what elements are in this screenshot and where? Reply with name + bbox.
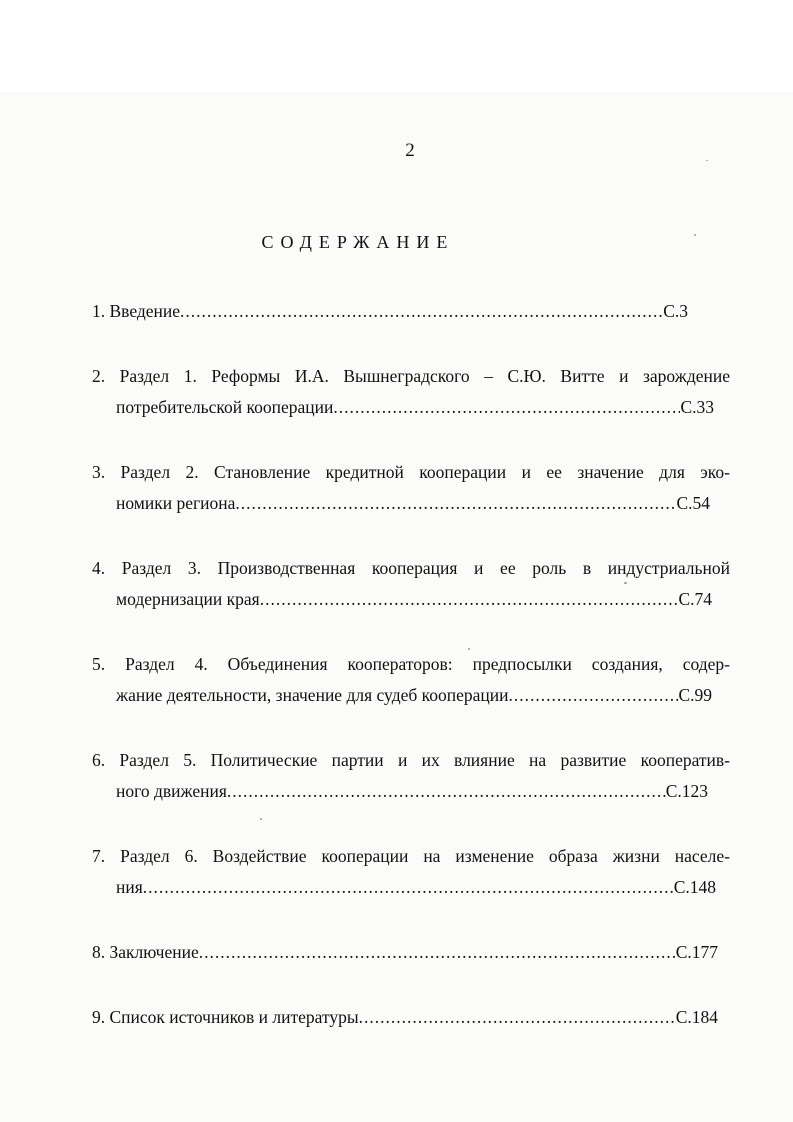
toc-entry-text: 5. Раздел 4. Объединения кооператоров: предпосылки создания, содер- <box>92 654 730 674</box>
toc-entry-text: 7. Раздел 6. Воздействие кооперации на изменение образа жизни населе- <box>92 846 730 866</box>
leader-dots <box>199 937 676 968</box>
toc-entry-text-cont: номики региона <box>116 493 236 513</box>
toc-entry-text: 9. Список источников и литературы <box>92 1007 359 1027</box>
toc-entry-introduction <box>92 296 688 327</box>
toc-page-ref: С.99 <box>678 685 712 705</box>
toc-page-ref: С.74 <box>678 589 712 609</box>
toc-page-ref: С.123 <box>665 781 708 801</box>
toc-page-ref: С.54 <box>676 493 710 513</box>
toc-page-ref: С.33 <box>680 397 714 417</box>
leader-dots <box>235 488 676 519</box>
toc-entry-text: 3. Раздел 2. Становление кредитной кооперации и ее значение для эко- <box>92 462 730 482</box>
scan-speck <box>706 160 708 161</box>
toc-entry-section-6 <box>92 841 730 903</box>
toc-entry-section-1 <box>92 361 730 423</box>
toc-entry-sources <box>92 1002 718 1033</box>
toc-entry-section-2 <box>92 457 730 519</box>
leader-dots <box>260 584 679 615</box>
scan-speck <box>694 234 696 236</box>
leader-dots <box>333 392 680 423</box>
leader-dots <box>359 1002 676 1033</box>
toc-entry-conclusion <box>92 937 718 968</box>
toc-entry-text: 4. Раздел 3. Производственная кооперация и ее роль в индустриальной <box>92 558 730 578</box>
toc-entry-text: 2. Раздел 1. Реформы И.А. Вышнеградского – С.Ю. Витте и зарождение <box>92 366 730 386</box>
toc-page-ref: С.184 <box>675 1007 718 1027</box>
toc-entry-text: 1. Введение <box>92 301 181 321</box>
leader-dots <box>180 296 663 327</box>
toc-page-ref: С.3 <box>663 301 688 321</box>
toc-title: СОДЕРЖАНИЕ <box>261 232 455 252</box>
scan-speck <box>624 582 627 584</box>
leader-dots <box>143 872 674 903</box>
toc-entry-text-cont: модернизации края <box>116 589 260 609</box>
toc-page-ref: С.177 <box>675 942 718 962</box>
table-of-contents <box>92 296 730 1033</box>
toc-page-ref: С.148 <box>673 877 716 897</box>
toc-entry-section-4 <box>92 649 730 711</box>
leader-dots <box>227 776 666 807</box>
scan-speck <box>468 648 470 650</box>
toc-entry-text: 6. Раздел 5. Политические партии и их влияние на развитие кооператив- <box>92 750 730 770</box>
toc-entry-text-cont: ного движения <box>116 781 227 801</box>
page-number: 2 <box>405 140 415 161</box>
toc-entry-text-cont: потребительской кооперации <box>116 397 334 417</box>
scan-speck <box>260 818 262 820</box>
leader-dots <box>509 680 679 711</box>
toc-entry-text: 8. Заключение <box>92 942 199 962</box>
toc-entry-text-cont: жание деятельности, значение для судеб кооперации <box>116 685 509 705</box>
toc-entry-section-5 <box>92 745 730 807</box>
scan-top-margin <box>0 0 793 92</box>
toc-entry-section-3 <box>92 553 730 615</box>
toc-entry-text-cont: ния <box>116 877 143 897</box>
